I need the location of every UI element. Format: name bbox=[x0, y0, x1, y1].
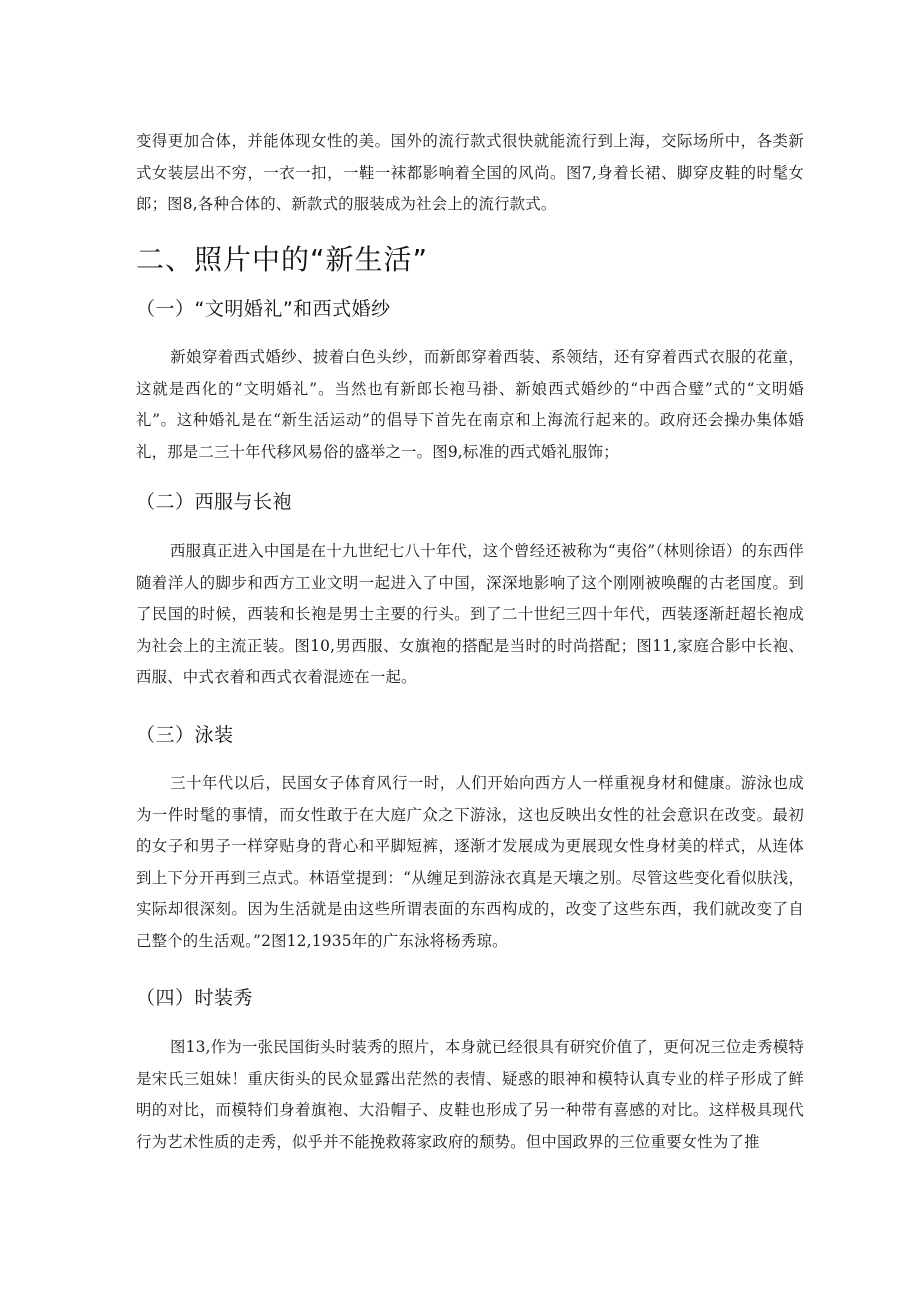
subsection-heading-wedding: （一）“文明婚礼”和西式婚纱 bbox=[136, 298, 391, 320]
subsection-body-swimwear bbox=[136, 768, 804, 958]
subsection-heading-swimwear: （三）泳装 bbox=[136, 724, 234, 746]
intro-paragraph-text: 变得更加合体，并能体现女性的美。国外的流行款式很快就能流行到上海，交际场所中，各类新式女装层出不穷，一衣一扣，一鞋一袜都影响着全国的风尚。图7,身着长裙、脚穿皮鞋的时髦女郎；图8,各种合体的、新款式的服装成为社会上的流行款式。 bbox=[136, 132, 804, 214]
intro-paragraph bbox=[136, 126, 804, 221]
subsection-body-suits-text: 西服真正进入中国是在十九世纪七八十年代，这个曾经还被称为“夷俗”（林则徐语）的东西伴随着洋人的脚步和西方工业文明一起进入了中国，深深地影响了这个刚刚被唤醒的古老国度。到了民国的时候，西装和长袍是男士主要的行头。到了二十世纪三四十年代，西装逐渐赶超长袍成为社会上的主流正装。图10,男西服、女旗袍的搭配是当时的时尚搭配；图11,家庭合影中长袍、西服、中式衣着和西式衣着混迹在一起。 bbox=[136, 542, 804, 687]
subsection-body-wedding bbox=[136, 342, 804, 468]
subsection-body-wedding-text: 新娘穿着西式婚纱、披着白色头纱，而新郎穿着西装、系领结，还有穿着西式衣服的花童，这就是西化的“文明婚礼”。当然也有新郎长袍马褂、新娘西式婚纱的“中西合璧”式的“文明婚礼”。这种婚礼是在“新生活运动”的倡导下首先在南京和上海流行起来的。政府还会操办集体婚礼，那是二三十年代移风易俗的盛举之一。图9,标准的西式婚礼服饰； bbox=[136, 348, 804, 461]
subsection-body-fashion-show-text: 图13,作为一张民国街头时装秀的照片，本身就已经很具有研究价值了，更何况三位走秀模特是宋氏三姐妹！重庆街头的民众显露出茫然的表情、疑惑的眼神和模特认真专业的样子形成了鲜明的对比，而模特们身着旗袍、大沿帽子、皮鞋也形成了另一种带有喜感的对比。这样极具现代行为艺术性质的走秀，似乎并不能挽救蒋家政府的颓势。但中国政界的三位重要女性为了推 bbox=[136, 1038, 804, 1151]
section-title: 二、照片中的“新生活” bbox=[136, 243, 429, 276]
subsection-heading-fashion-show: （四）时装秀 bbox=[136, 987, 254, 1009]
subsection-heading-suits: （二）西服与长袍 bbox=[136, 491, 293, 513]
subsection-body-suits bbox=[136, 536, 804, 694]
subsection-body-fashion-show bbox=[136, 1032, 804, 1158]
subsection-body-swimwear-text: 三十年代以后，民国女子体育风行一时，人们开始向西方人一样重视身材和健康。游泳也成为一件时髦的事情，而女性敢于在大庭广众之下游泳，这也反映出女性的社会意识在改变。最初的女子和男子一样穿贴身的背心和平脚短裤，逐渐才发展成为更展现女性身材美的样式，从连体到上下分开再到三点式。林语堂提到：“从缠足到游泳衣真是天壤之别。尽管这些变化看似肤浅，实际却很深刻。因为生活就是由这些所谓表面的东西构成的，改变了这些东西，我们就改变了自己整个的生活观。”2图12,1935年的广东泳将杨秀琼。 bbox=[136, 774, 804, 950]
